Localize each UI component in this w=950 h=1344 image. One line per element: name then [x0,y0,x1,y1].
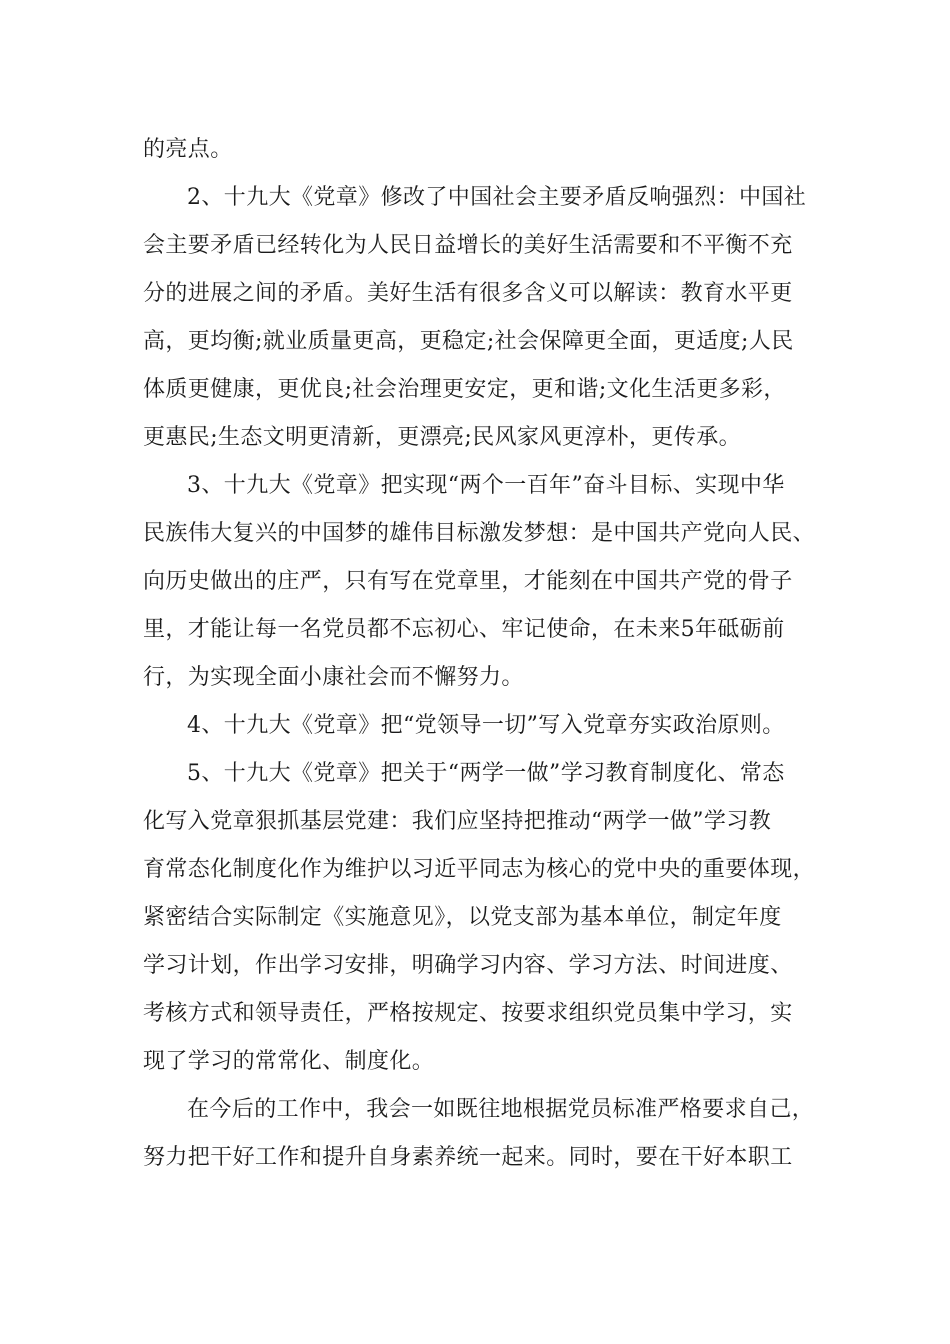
text-line: 化写入党章狠抓基层党建：我们应坚持把推动“两学一做”学习教 [143,809,772,834]
text-line: 5、十九大《党章》把关于“两学一做”学习教育制度化、常态 [187,761,785,786]
text-line: 更惠民;生态文明更清新，更漂亮;民风家风更淳朴，更传承。 [143,425,742,450]
text-line: 紧密结合实际制定《实施意见》，以党支部为基本单位，制定年度 [143,905,782,930]
text-line: 向历史做出的庄严，只有写在党章里，才能刻在中国共产党的骨子 [143,569,793,594]
text-line: 学习计划，作出学习安排，明确学习内容、学习方法、时间进度、 [143,953,793,978]
text-line: 里，才能让每一名党员都不忘初心、牢记使命，在未来5年砥砺前 [143,617,785,642]
text-line: 育常态化制度化作为维护以习近平同志为核心的党中央的重要体现， [143,857,816,882]
text-line: 在今后的工作中，我会一如既往地根据党员标准严格要求自己， [187,1097,815,1122]
text-line: 2、十九大《党章》修改了中国社会主要矛盾反响强烈：中国社 [187,185,807,210]
text-line: 考核方式和领导责任，严格按规定、按要求组织党员集中学习，实 [143,1001,793,1026]
text-line: 的亮点。 [143,137,233,162]
text-line: 民族伟大复兴的中国梦的雄伟目标激发梦想：是中国共产党向人民、 [143,521,816,546]
text-line: 现了学习的常常化、制度化。 [143,1049,435,1074]
text-line: 体质更健康，更优良;社会治理更安定，更和谐;文化生活更多彩， [143,377,786,402]
text-line: 3、十九大《党章》把实现“两个一百年”奋斗目标、实现中华 [187,473,785,498]
text-line: 努力把干好工作和提升自身素养统一起来。同时，要在干好本职工 [143,1145,793,1170]
text-line: 会主要矛盾已经转化为人民日益增长的美好生活需要和不平衡不充 [143,233,793,258]
text-line: 分的进展之间的矛盾。美好生活有很多含义可以解读：教育水平更 [143,281,793,306]
text-line: 行，为实现全面小康社会而不懈努力。 [143,665,524,690]
text-line: 高，更均衡;就业质量更高，更稳定;社会保障更全面，更适度;人民 [143,329,794,354]
text-line: 4、十九大《党章》把“党领导一切”写入党章夯实政治原则。 [187,713,785,738]
document-body [143,126,828,1182]
